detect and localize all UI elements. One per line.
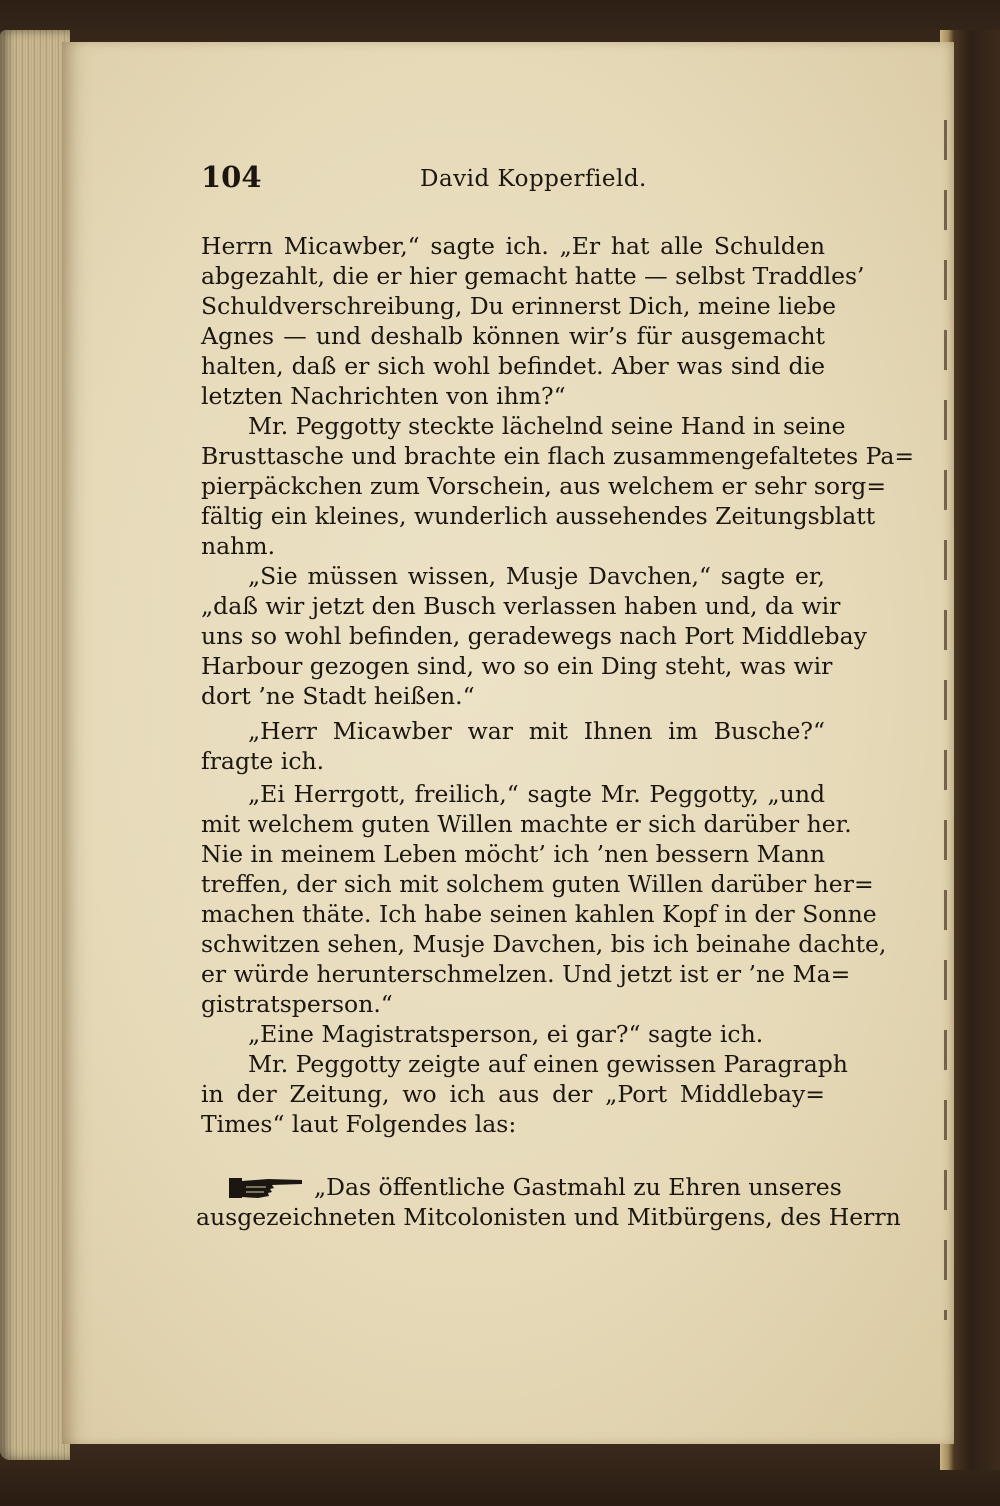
text-line: Mr. Peggotty steckte lächelnd seine Hand in seine [248, 412, 846, 440]
text-line: Schuldverschreibung, Du erinnerst Dich, meine liebe [201, 292, 837, 320]
text-line: halten, daß er sich wohl befindet. Aber was sind die [201, 352, 825, 380]
text-line: ausgezeichneten Mitcolonisten und Mitbürgens, des Herrn [196, 1203, 901, 1231]
text-line: „Sie müssen wissen, Musje Davchen,“ sagte er, [248, 562, 825, 590]
text-line: pierpäckchen zum Vorschein, aus welchem er sehr sorg= [201, 472, 887, 500]
text-line: dort ’ne Stadt heißen.“ [201, 682, 475, 710]
pointing-hand-icon [228, 1173, 306, 1203]
text-line: Herrn Micawber,“ sagte ich. „Er hat alle Schulden [201, 232, 825, 260]
text-line: „Das öffentliche Gastmahl zu Ehren unseres [314, 1173, 842, 1201]
text-line: Brusttasche und brachte ein flach zusammengefaltetes Pa= [201, 442, 915, 470]
text-line: „daß wir jetzt den Busch verlassen haben und, da wir [201, 592, 841, 620]
text-line: „Ei Herrgott, freilich,“ sagte Mr. Peggotty, „und [248, 780, 825, 808]
text-line: „Herr Micawber war mit Ihnen im Busche?“ [248, 717, 825, 745]
text-line: Agnes — und deshalb können wir’s für ausgemacht [201, 322, 825, 350]
page-edge-stack [0, 30, 70, 1460]
binding-stitch [944, 120, 947, 1320]
text-line: abgezahlt, die er hier gemacht hatte — selbst Traddles’ [201, 262, 865, 290]
text-line: gistratsperson.“ [201, 990, 393, 1018]
text-line: „Eine Magistratsperson, ei gar?“ sagte ich. [248, 1020, 764, 1048]
text-line: Nie in meinem Leben möcht’ ich ’nen bessern Mann [201, 840, 825, 868]
text-line: Harbour gezogen sind, wo so ein Ding steht, was wir [201, 652, 833, 680]
text-line: mit welchem guten Willen machte er sich darüber her. [201, 810, 852, 838]
text-line: treffen, der sich mit solchem guten Willen darüber her= [201, 870, 874, 898]
running-title: David Kopperfield. [420, 166, 647, 192]
text-line: machen thäte. Ich habe seinen kahlen Kopf in der Sonne [201, 900, 877, 928]
text-line: uns so wohl befinden, geradewegs nach Port Middlebay [201, 622, 867, 650]
text-line: letzten Nachrichten von ihm?“ [201, 382, 566, 410]
text-line: fragte ich. [201, 747, 325, 775]
text-line: fältig ein kleines, wunderlich aussehendes Zeitungsblatt [201, 502, 876, 530]
text-line: nahm. [201, 532, 276, 560]
text-line: Times“ laut Folgendes las: [201, 1110, 517, 1138]
text-line: er würde herunterschmelzen. Und jetzt ist er ’ne Ma= [201, 960, 851, 988]
text-line: in der Zeitung, wo ich aus der „Port Middlebay= [201, 1080, 825, 1108]
page-number: 104 [201, 160, 262, 194]
text-line: schwitzen sehen, Musje Davchen, bis ich beinahe dachte, [201, 930, 887, 958]
text-line: Mr. Peggotty zeigte auf einen gewissen Paragraph [248, 1050, 848, 1078]
